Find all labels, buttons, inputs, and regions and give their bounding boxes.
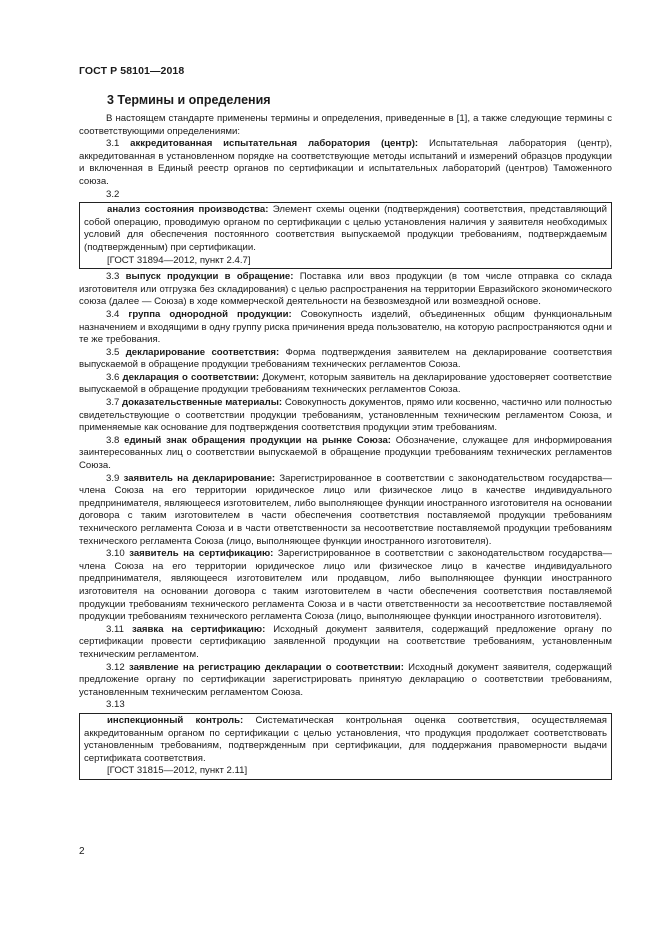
term-3-5 (79, 347, 612, 372)
term-3-13 (84, 715, 607, 765)
term-name: декларирование соответствия: (125, 346, 280, 358)
term-definition: Совокупность изделий, объединенных общим функциональным назначением и входящими в одну группу риска причинения вреда пользователю, на которую распространяются одни и те же требования. (79, 308, 612, 346)
term-number: 3.11 (106, 623, 124, 635)
term-definition: Систематическая контрольная оценка соответствия, осуществляемая аккредитованным органом по сертификации с целью установления, что продукция продолжает соответствовать установленным требованиям, подтвержденным при сертификации, для поддержания правомерности выдачи сертификата соответствия. (84, 714, 607, 764)
term-name: декларация о соответствии: (122, 371, 260, 383)
term-reference: [ГОСТ 31894—2012, пункт 2.4.7] (107, 254, 251, 266)
term-3-10 (79, 548, 612, 624)
term-name: анализ состояния производства: (107, 204, 269, 216)
term-3-7 (79, 397, 612, 435)
term-reference: [ГОСТ 31815—2012, пункт 2.11] (107, 765, 248, 777)
term-3-9 (79, 473, 612, 549)
term-name: выпуск продукции в обращение: (125, 271, 294, 283)
quoted-definition-box-3-2 (79, 202, 612, 269)
term-number: 3.7 (106, 397, 120, 409)
term-number: 3.1 (106, 138, 120, 150)
term-3-8 (79, 435, 612, 473)
term-3-4 (79, 309, 612, 347)
term-definition: Обозначение, служащее для информирования заинтересованных лиц о соответствии выпускаемой в обращение продукции требованиям технических регламентов Союза. (79, 434, 612, 472)
term-number: 3.10 (106, 548, 125, 560)
term-name: заявитель на сертификацию: (129, 548, 274, 560)
section-title: 3 Термины и определения (107, 93, 271, 107)
section-body (79, 113, 612, 782)
term-number-3-2: 3.2 (106, 188, 120, 200)
term-definition: Элемент схемы оценки (подтверждения) соответствия, представляющий собой операцию, проводимую органом по сертификации с целью установления наличия у заявителя необходимых условий для обеспечения постоянного соответствия выпускаемой продукции требованиям, подтверждаемым (подтвержденным) при сертификации. (84, 204, 607, 253)
intro-paragraph: В настоящем стандарте применены термины и определения, приведенные в [1], а также следующие термины с соответствующими определениями: (79, 113, 612, 137)
term-number: 3.6 (106, 371, 120, 383)
page-number: 2 (79, 846, 85, 857)
term-number: 3.12 (106, 661, 125, 673)
term-3-2 (84, 204, 607, 254)
term-definition: Поставка или ввоз продукции (в том числе отправка со склада изготовителя или отгрузка без складирования) с целью распространения на территории Евразийского экономического союза (далее — Союза) в ходе коммерческой деятельности на безвозмездной или возмездной основе. (79, 271, 613, 308)
term-name: заявитель на декларирование: (123, 472, 276, 484)
term-name: группа однородной продукции: (128, 308, 292, 320)
term-definition: Исходный документ заявителя, содержащий предложение органу по сертификации зарегистрировать принятую декларацию о соответствии требованиям, установленным техническим регламентом Союза. (79, 661, 612, 698)
term-name: заявка на сертификацию: (131, 623, 266, 635)
term-number: 3.9 (106, 472, 120, 484)
term-number: 3.5 (106, 346, 120, 358)
term-name: заявление на регистрацию декларации о соответствии: (128, 661, 404, 673)
term-definition: Документ, которым заявитель на декларирование удостоверяет соответствие выпускаемой в обращение продукции требованиям технических регламентов Союза. (79, 371, 613, 396)
term-definition: Форма подтверждения заявителем на декларирование соответствия выпускаемой в обращение продукции требованиям технических регламентов Союза. (79, 346, 613, 371)
term-3-12 (79, 662, 612, 700)
document-code: ГОСТ Р 58101—2018 (79, 65, 185, 77)
term-3-11 (79, 624, 612, 662)
term-3-1 (79, 138, 612, 188)
quoted-definition-box-3-13 (79, 713, 612, 780)
term-3-3 (79, 271, 612, 309)
term-name: инспекционный контроль: (107, 714, 244, 726)
term-number-3-13: 3.13 (106, 699, 125, 711)
term-name: аккредитованная испытательная лаборатория (центр): (130, 138, 419, 150)
term-definition: Испытательная лаборатория (центр), аккредитованная в установленном порядке на соответствующие методы испытаний и измерений образцов продукции и включенная в Единый реестр органов по сертификации и испытательных лабораторий (центров) Таможенного союза. (79, 138, 613, 187)
term-definition: Зарегистрированное в соответствии с законодательством государства—члена Союза на его территории юридическое лицо или физическое лицо в качестве индивидуального предпринимателя, являющееся изготовителем, либо выполняющее функции иностранного изготовителя на основании договора с таким изготовителем в части обеспечения соответствия поставляемой продукции требованиям технического регламента Союза и в части ответственности за несоответствие поставляемой продукции требованиям технического регламента Союза (лицо, выполняющее функции иностранного изготовителя). (79, 472, 612, 547)
term-name: доказательственные материалы: (122, 397, 283, 409)
term-number: 3.3 (106, 271, 120, 283)
term-3-6 (79, 372, 612, 397)
term-definition: Исходный документ заявителя, содержащий предложение органу по сертификации провести сертификацию заявленной продукции на соответствие требованиям, установленным техническим регламентом. (79, 623, 612, 660)
term-number: 3.8 (106, 434, 120, 446)
term-name: единый знак обращения продукции на рынке Союза: (124, 434, 391, 446)
term-number: 3.4 (106, 308, 120, 320)
term-definition: Совокупность документов, прямо или косвенно, частично или полностью свидетельствующие о соответствии продукции требованиям, установленным техническим регламентом Союза, и применяемые как основание для подтверждения соответствия продукции этим требованиям. (79, 397, 612, 434)
term-definition: Зарегистрированное в соответствии с законодательством государства—члена Союза на его территории юридическое лицо или физическое лицо в качестве индивидуального предпринимателя, являющееся изготовителем или продавцом, либо выполняющее функции иностранного изготовителя на основании договора с таким изготовителем в части обеспечения соответствия поставляемой продукции требованиям технического регламента Союза и в части ответственности за несоответствие поставляемой продукции требованиям технического регламента Союза (лицо, выполняющее функции иностранного изготовителя). (79, 548, 612, 623)
